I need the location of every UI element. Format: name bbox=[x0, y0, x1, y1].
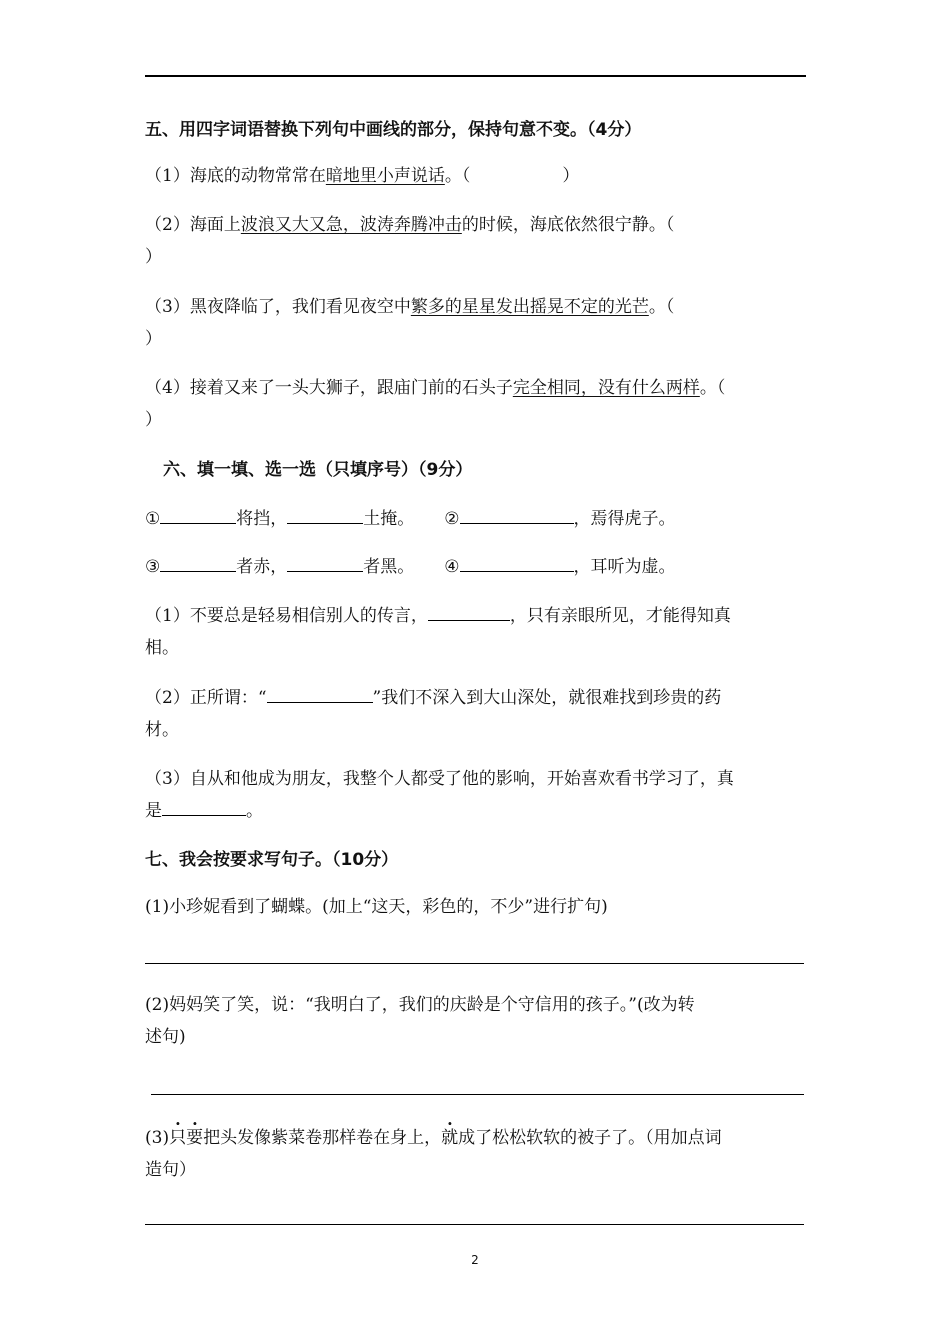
section5-title: 五、用四字词语替换下列句中画线的部分，保持句意不变。（4分） bbox=[145, 120, 642, 140]
blank[interactable] bbox=[162, 801, 246, 816]
s5-q2-close: ） bbox=[145, 247, 162, 267]
s5-q1: （1）海底的动物常常在暗地里小声说话。（ ） bbox=[145, 166, 580, 186]
blank[interactable] bbox=[287, 557, 363, 572]
blank[interactable] bbox=[160, 557, 236, 572]
blank[interactable] bbox=[160, 509, 236, 524]
section7-title: 七、我会按要求写句子。（10分） bbox=[145, 850, 399, 870]
s6-q3-cont: 是 。 bbox=[145, 801, 263, 821]
answer-line[interactable] bbox=[145, 963, 804, 964]
dotted-char: 就 bbox=[441, 1128, 459, 1148]
s5-q3-underlined: 繁多的星星发出摇晃不定的光芒 bbox=[410, 297, 649, 317]
answer-line[interactable] bbox=[145, 1224, 804, 1225]
blank[interactable] bbox=[267, 688, 373, 703]
s7-q2-cont: 述句) bbox=[145, 1027, 186, 1047]
blank[interactable] bbox=[287, 509, 363, 524]
blank[interactable] bbox=[460, 557, 574, 572]
section6-title: 六、填一填、选一选（只填序号）（9分） bbox=[163, 460, 473, 480]
top-rule bbox=[145, 75, 806, 77]
s5-q4-underlined: 完全相同，没有什么两样 bbox=[512, 378, 700, 398]
blank[interactable] bbox=[428, 606, 510, 621]
s6-q1: （1）不要总是轻易相信别人的传言， ，只有亲眼所见，才能得知真 bbox=[145, 606, 731, 626]
answer-line[interactable] bbox=[151, 1094, 804, 1095]
s5-q4-close: ） bbox=[145, 410, 162, 430]
s5-q2: （2）海面上波浪又大又急，波涛奔腾冲击的时候，海底依然很宁静。（ bbox=[145, 215, 675, 235]
s5-q3: （3）黑夜降临了，我们看见夜空中繁多的星星发出摇晃不定的光芒。（ bbox=[145, 297, 675, 317]
s5-q4: （4）接着又来了一头大狮子，跟庙门前的石头子完全相同，没有什么两样。（ bbox=[145, 378, 726, 398]
blank[interactable] bbox=[460, 509, 574, 524]
s6-q2-cont: 材。 bbox=[145, 720, 179, 740]
s6-row1: ① 将挡， 土掩。 ② ，焉得虎子。 bbox=[145, 509, 676, 529]
s7-q2: (2)妈妈笑了笑，说：“我明白了，我们的庆龄是个守信用的孩子。”(改为转 bbox=[145, 995, 695, 1015]
s6-q3: （3）自从和他成为朋友，我整个人都受了他的影响，开始喜欢看书学习了，真 bbox=[145, 769, 734, 789]
s5-q2-underlined: 波浪又大又急，波涛奔腾冲击 bbox=[240, 215, 462, 235]
s6-q1-cont: 相。 bbox=[145, 638, 179, 658]
s6-q2: （2）正所谓：“ ”我们不深入到大山深处，就很难找到珍贵的药 bbox=[145, 688, 722, 708]
page-number: 2 bbox=[471, 1253, 479, 1267]
s5-q1-underlined: 暗地里小声说话 bbox=[325, 166, 445, 186]
dotted-char: 要 bbox=[186, 1128, 204, 1148]
s5-q3-close: ） bbox=[145, 329, 162, 349]
s7-q1: (1)小珍妮看到了蝴蝶。(加上“这天，彩色的，不少”进行扩句) bbox=[145, 897, 608, 917]
s7-q3-cont: 造句） bbox=[145, 1160, 196, 1180]
s7-q3: (3)只要把头发像紫菜卷那样卷在身上，就成了松松软软的被子了。（用加点词 bbox=[145, 1128, 722, 1148]
s6-row2: ③ 者赤， 者黑。 ④ ，耳听为虚。 bbox=[145, 557, 676, 577]
dotted-char: 只 bbox=[169, 1128, 187, 1148]
